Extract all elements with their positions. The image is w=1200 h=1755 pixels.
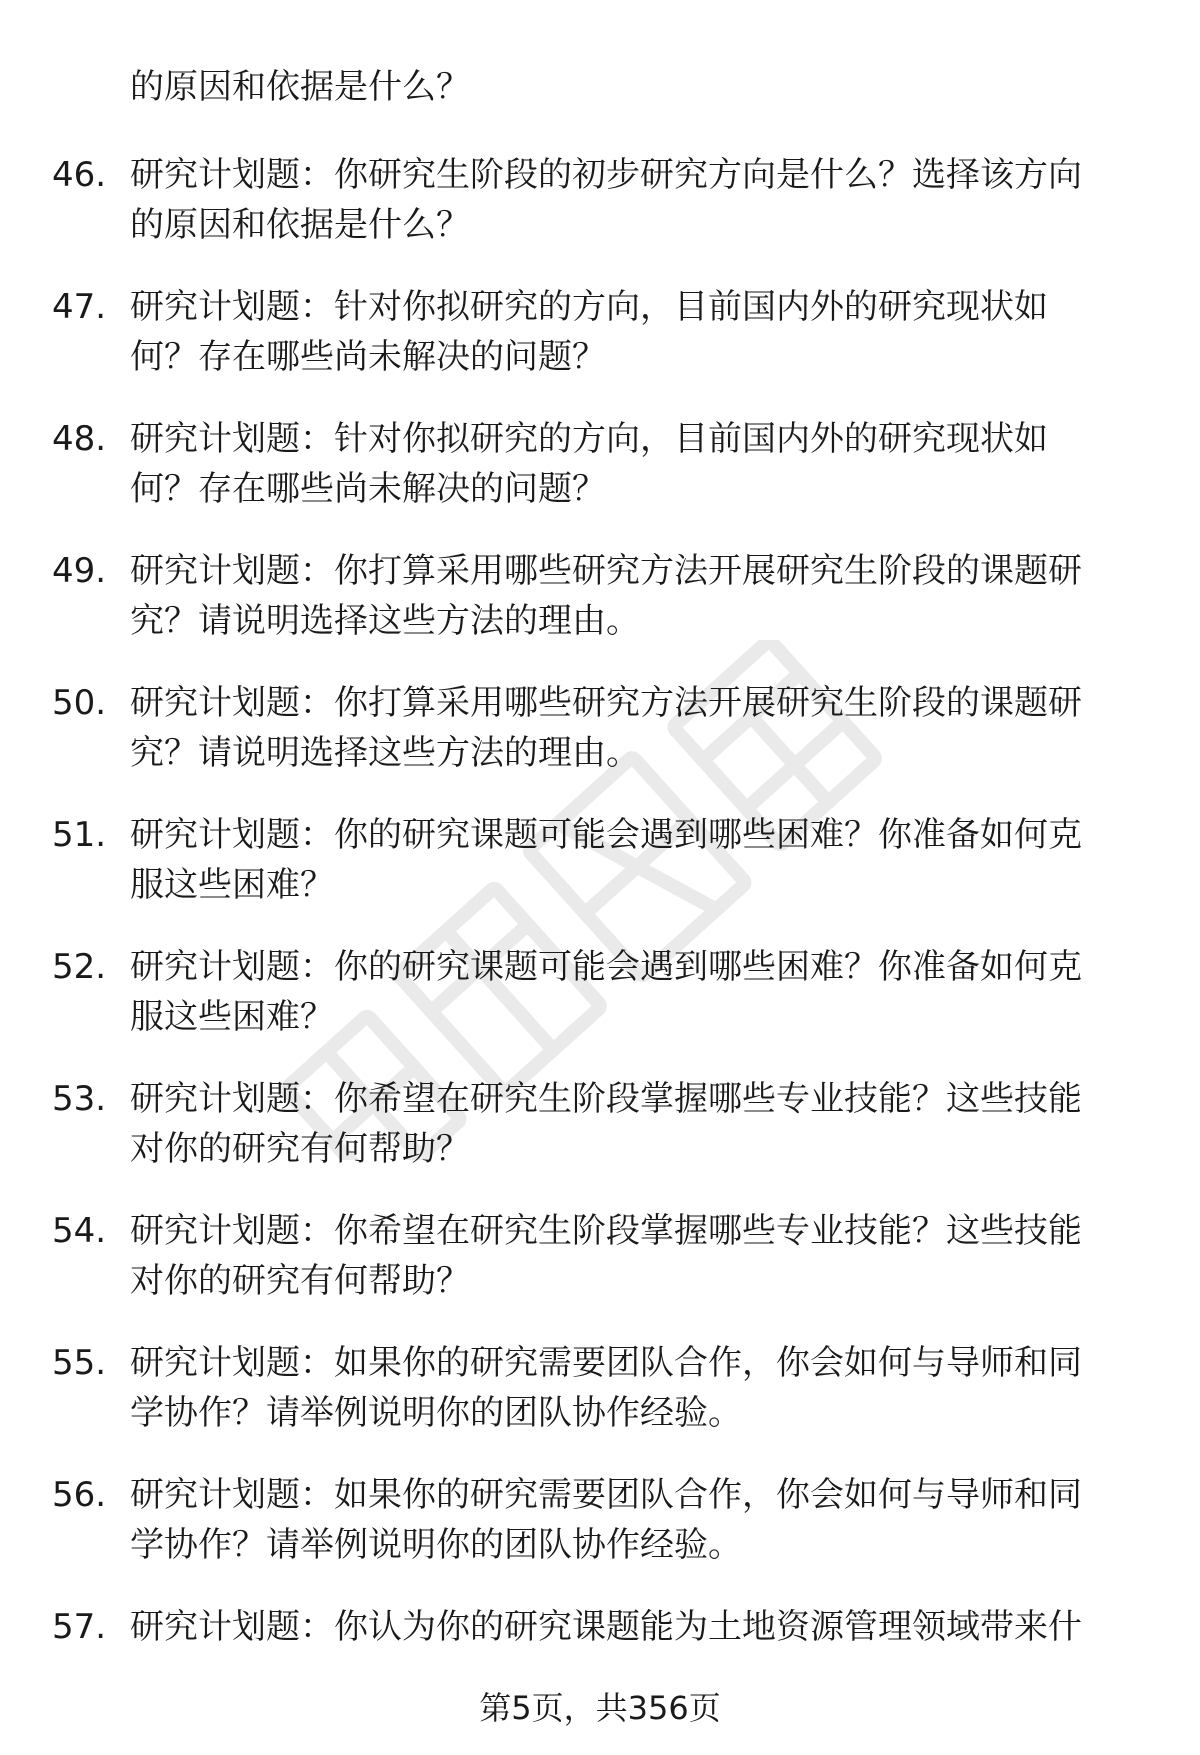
question-text-line: 服这些困难？ — [130, 997, 334, 1037]
question-text-line: 研究计划题：针对你拟研究的方向，目前国内外的研究现状如 — [130, 287, 1048, 327]
question-text-line: 学协作？请举例说明你的团队协作经验。 — [130, 1525, 742, 1565]
question-text — [130, 1470, 1140, 1570]
question-item — [0, 678, 1200, 810]
question-text — [130, 546, 1140, 646]
question-number: 53. — [52, 1079, 107, 1119]
question-item — [0, 414, 1200, 546]
question-item — [0, 1338, 1200, 1470]
question-text-line: 研究计划题：你认为你的研究课题能为土地资源管理领域带来什 — [130, 1607, 1082, 1647]
question-item — [0, 1074, 1200, 1206]
question-number: 48. — [52, 419, 107, 459]
question-item — [0, 150, 1200, 282]
question-text — [130, 1338, 1140, 1438]
question-text-line: 研究计划题：你希望在研究生阶段掌握哪些专业技能？这些技能 — [130, 1211, 1082, 1251]
question-text-line: 研究计划题：如果你的研究需要团队合作，你会如何与导师和同 — [130, 1343, 1082, 1383]
question-text — [130, 414, 1140, 514]
question-number: 56. — [52, 1475, 107, 1515]
question-number: 57. — [52, 1607, 107, 1647]
question-item — [0, 942, 1200, 1074]
question-item — [0, 810, 1200, 942]
question-number: 52. — [52, 947, 107, 987]
question-number: 49. — [52, 551, 107, 591]
question-list — [0, 150, 1200, 1734]
question-text-line: 研究计划题：你打算采用哪些研究方法开展研究生阶段的课题研 — [130, 683, 1082, 723]
question-text-line: 研究计划题：你的研究课题可能会遇到哪些困难？你准备如何克 — [130, 815, 1082, 855]
question-number: 51. — [52, 815, 107, 855]
question-text-line: 研究计划题：你研究生阶段的初步研究方向是什么？选择该方向 — [130, 155, 1082, 195]
question-text — [130, 1602, 1140, 1652]
question-number: 54. — [52, 1211, 107, 1251]
question-text-line: 研究计划题：你希望在研究生阶段掌握哪些专业技能？这些技能 — [130, 1079, 1082, 1119]
question-item — [0, 1206, 1200, 1338]
question-text — [130, 678, 1140, 778]
question-text-line: 的原因和依据是什么？ — [130, 205, 470, 245]
question-text — [130, 810, 1140, 910]
page-footer: 第5页，共356页 — [479, 1689, 721, 1727]
question-text-line: 究？请说明选择这些方法的理由。 — [130, 733, 640, 773]
question-text — [130, 1074, 1140, 1174]
question-text — [130, 150, 1140, 250]
question-number: 46. — [52, 155, 107, 195]
question-number: 47. — [52, 287, 107, 327]
question-text-line: 对你的研究有何帮助？ — [130, 1129, 470, 1169]
question-text-line: 对你的研究有何帮助？ — [130, 1261, 470, 1301]
question-item — [0, 282, 1200, 414]
question-number: 50. — [52, 683, 107, 723]
question-text-line: 研究计划题：你打算采用哪些研究方法开展研究生阶段的课题研 — [130, 551, 1082, 591]
question-text — [130, 282, 1140, 382]
question-text-line: 服这些困难？ — [130, 865, 334, 905]
continuation-line: 的原因和依据是什么？ — [130, 67, 470, 107]
question-text-line: 何？存在哪些尚未解决的问题？ — [130, 337, 606, 377]
question-text-line: 研究计划题：针对你拟研究的方向，目前国内外的研究现状如 — [130, 419, 1048, 459]
question-text — [130, 942, 1140, 1042]
question-text-line: 学协作？请举例说明你的团队协作经验。 — [130, 1393, 742, 1433]
question-text-line: 研究计划题：如果你的研究需要团队合作，你会如何与导师和同 — [130, 1475, 1082, 1515]
question-number: 55. — [52, 1343, 107, 1383]
question-item — [0, 1470, 1200, 1602]
question-item — [0, 546, 1200, 678]
question-text-line: 何？存在哪些尚未解决的问题？ — [130, 469, 606, 509]
question-text — [130, 1206, 1140, 1306]
question-text-line: 究？请说明选择这些方法的理由。 — [130, 601, 640, 641]
question-text-line: 研究计划题：你的研究课题可能会遇到哪些困难？你准备如何克 — [130, 947, 1082, 987]
